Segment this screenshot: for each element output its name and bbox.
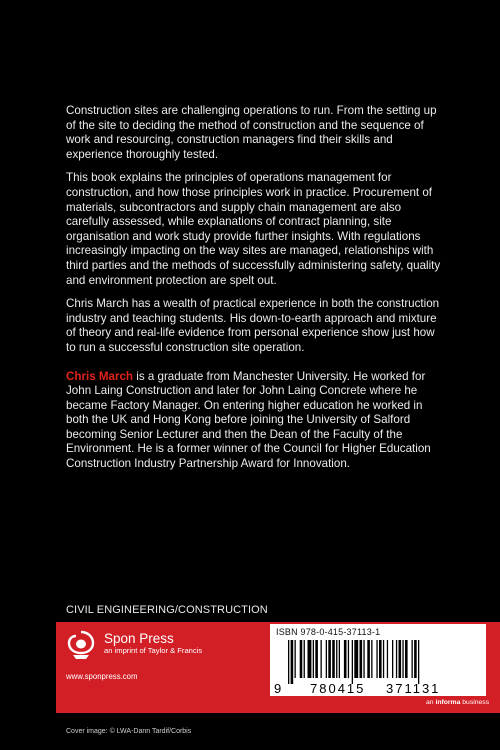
blurb-text [66,104,446,481]
barcode-digits-right: 371131 [386,681,441,696]
barcode-digit-first: 9 [274,681,282,696]
cover-image-credit: Cover image: © LWA-Dann Tardif/Corbis [66,728,192,735]
publisher-website: www.sponpress.com [66,672,138,681]
publisher-imprint: an imprint of Taylor & Francis [104,646,203,655]
author-name: Chris March [66,369,134,383]
blurb-paragraph-2: This book explains the principles of operations management for construction, and how those principles work in practice. Procurement of materials, subcontractors and supply chain management are also carefully assessed, while explanations of contract planning, site organisation and work study provide further insights. With regulations increasingly impacting on the way sites are managed, relationships with third parties and the methods of successfully administering safety, quality and environment protection are spelt out. [66,171,441,287]
publisher-name: Spon Press [104,631,174,646]
barcode-digits-left: 780415 [310,681,366,696]
author-bio-text: is a graduate from Manchester University. He worked for John Laing Construction and later for John Laing Concrete where he became Factory Manager. On entering higher education he worked in both the UK and Hong Kong before joining the University of Salford becoming Senior Lecturer and then the Dean of the Faculty of the Environment. He is a former winner of the Council for Higher Education Construction Industry Partnership Award for Innovation. [66,369,431,471]
spon-press-lamp-logo-icon [66,630,96,662]
informa-prefix: an [426,699,436,706]
informa-suffix: business [460,699,490,706]
subject-category: CIVIL ENGINEERING/CONSTRUCTION [66,604,268,616]
informa-business [426,699,489,706]
isbn-text: ISBN 978-0-415-37113-1 [276,627,381,637]
blurb-paragraph-3: Chris March has a wealth of practical experience in both the construction industry and teaching students. His down-to-earth approach and mixture of theory and real-life evidence from personal experience show just how to run a successful construction site operation. [66,297,440,354]
barcode-icon [270,624,486,696]
informa-brand: informa [435,699,461,706]
author-bio [66,370,446,472]
blurb-paragraph-1: Construction sites are challenging operations to run. From the setting up of the site to deciding the method of construction and the sequence of work and resourcing, construction managers find their skills and experience thoroughly tested. [66,104,437,161]
barcode-box [270,624,486,696]
publisher-block [104,631,202,656]
